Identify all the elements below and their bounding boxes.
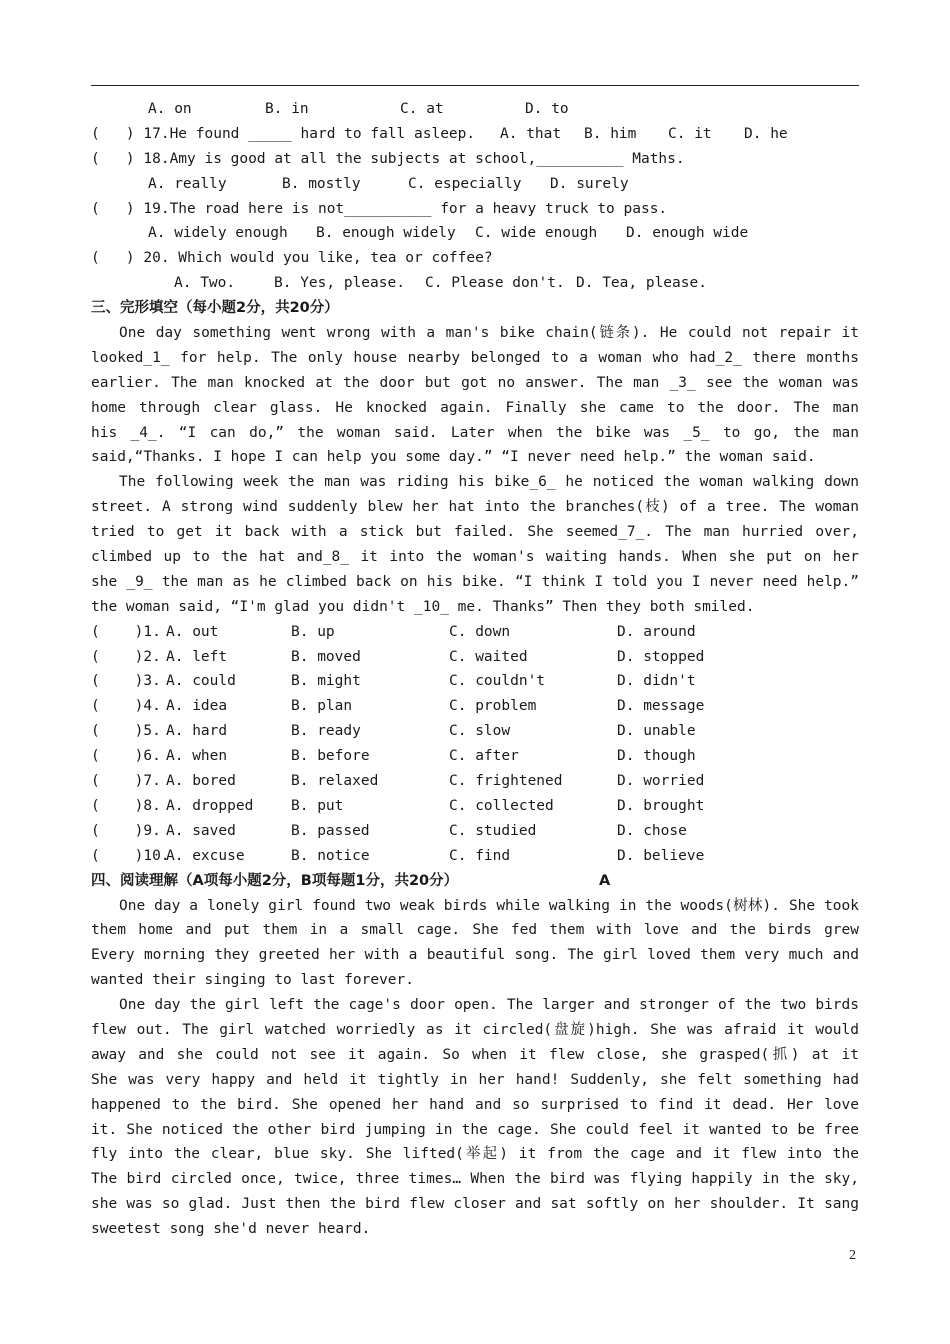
option-a: A. on — [148, 101, 192, 117]
option-a: A. bored — [166, 773, 236, 790]
q19-stem: ( ) 19.The road here is not__________ for a heavy truck to pass. — [91, 200, 668, 217]
option-c: C. find — [449, 847, 511, 864]
option-d: D. stopped — [617, 648, 705, 665]
option-b: B. plan — [291, 698, 353, 715]
option-a: A. really — [148, 175, 227, 192]
reading-line: One day the girl left the cage's door open. The larger and stronger of the two birds — [119, 997, 859, 1014]
reading-line: sweetest song she'd never heard. — [91, 1221, 371, 1238]
cloze-line: looked_1_ for help. The only house nearby belonged to a woman who had_2_ there months — [91, 349, 859, 366]
option-a: A. dropped — [166, 797, 254, 814]
cloze-line: said,“Thanks. I hope I can help you some day.” “I never need help.” the woman said. — [91, 449, 816, 466]
option-a: A. that — [500, 125, 562, 142]
option-d: D. chose — [617, 822, 687, 839]
option-c: C. wide enough — [475, 225, 598, 242]
option-d: D. surely — [550, 175, 629, 192]
option-c: C. couldn't — [449, 673, 546, 690]
option-d: D. didn't — [617, 673, 696, 690]
option-b: B. before — [291, 748, 370, 765]
section-4-part-label: A — [599, 872, 611, 889]
option-b: B. up — [291, 623, 335, 640]
section-4-title — [91, 869, 859, 894]
option-c: C. collected — [449, 797, 554, 814]
q19-options — [91, 221, 859, 246]
option-b: B. ready — [291, 723, 361, 740]
option-d: D. around — [617, 623, 696, 640]
option-a: A. could — [166, 673, 236, 690]
q20-options — [91, 271, 859, 296]
cloze-line: climbed up to the hat and_8_ it into the woman's waiting hands. When she put on her — [91, 549, 859, 566]
cloze-option-row — [91, 645, 859, 670]
option-a: A. left — [166, 648, 228, 665]
option-d: D. to — [525, 101, 569, 117]
cloze-line: street. A strong wind suddenly blew her hat into the branches(枝) of a tree. The woman — [91, 499, 859, 516]
question-number: ( )7. — [91, 773, 161, 790]
option-d: D. though — [617, 748, 696, 765]
reading-line: She was very happy and held it tightly in her hand! Suddenly, she felt something had — [91, 1071, 859, 1088]
option-d: D. believe — [617, 847, 705, 864]
cloze-line: tried to get it back with a stick but failed. She seemed_7_. The man hurried over, — [91, 524, 859, 541]
option-c: C. waited — [449, 648, 528, 665]
option-d: D. unable — [617, 723, 696, 740]
reading-line: them home and put them in a small cage. She fed them with love and the birds grew — [91, 922, 859, 939]
cloze-line: home through clear glass. He knocked again. Finally she came to the door. The man — [91, 399, 859, 416]
option-b: B. in — [265, 101, 309, 117]
option-c: C. after — [449, 748, 519, 765]
q17 — [91, 122, 859, 147]
question-number: ( )4. — [91, 698, 161, 715]
question-number: ( )3. — [91, 673, 161, 690]
cloze-option-row — [91, 794, 859, 819]
option-a: A. hard — [166, 723, 228, 740]
question-number: ( )10. — [91, 847, 170, 864]
cloze-option-row — [91, 620, 859, 645]
option-c: C. studied — [449, 822, 537, 839]
cloze-option-row — [91, 819, 859, 844]
reading-line: happened to the bird. She opened her hand and so surprised to find it dead. Her love — [91, 1096, 859, 1113]
reading-line: Every morning they greeted her with a beautiful song. The girl loved them very much and — [91, 947, 859, 964]
reading-line: One day a lonely girl found two weak birds while walking in the woods(树林). She took — [119, 897, 859, 914]
reading-line: she was so glad. Just then the bird flew closer and sat softly on her shoulder. It sang — [91, 1196, 859, 1213]
section-3-title: 三、完形填空（每小题2分，共20分） — [91, 300, 339, 317]
q16-options — [91, 97, 859, 122]
option-b: B. might — [291, 673, 361, 690]
header-rule — [91, 85, 859, 86]
reading-line: away and she could not see it again. So when it flew close, she grasped(抓) at it — [91, 1046, 859, 1063]
option-d: D. enough wide — [626, 225, 749, 242]
option-a: A. out — [166, 623, 219, 640]
option-c: C. down — [449, 623, 511, 640]
question-number: ( )5. — [91, 723, 161, 740]
question-number: ( )2. — [91, 648, 161, 665]
option-b: B. enough widely — [316, 225, 456, 242]
question-stem: ( ) 17.He found _____ hard to fall asleep. — [91, 125, 476, 142]
option-d: D. he — [744, 125, 788, 142]
question-number: ( )9. — [91, 822, 161, 839]
option-a: A. saved — [166, 822, 236, 839]
question-number: ( )1. — [91, 623, 161, 640]
option-a: A. widely enough — [148, 225, 288, 242]
section-4-heading: 四、阅读理解（A项每小题2分，B项每题1分，共20分） — [91, 872, 459, 889]
page-number: 2 — [849, 1248, 856, 1263]
option-c: C. Please don't. — [425, 275, 565, 292]
option-b: B. notice — [291, 847, 370, 864]
option-a: A. excuse — [166, 847, 245, 864]
cloze-line: One day something went wrong with a man's bike chain(链条). He could not repair it — [119, 325, 859, 342]
reading-line: The bird circled once, twice, three times… When the bird was flying happily in the sky, — [91, 1171, 859, 1188]
option-a: A. Two. — [174, 275, 236, 292]
cloze-line: earlier. The man knocked at the door but got no answer. The man _3_ see the woman was — [91, 374, 859, 391]
cloze-option-row — [91, 769, 859, 794]
option-b: B. relaxed — [291, 773, 379, 790]
option-c: C. at — [400, 101, 444, 117]
option-d: D. Tea, please. — [576, 275, 707, 292]
cloze-option-row — [91, 694, 859, 719]
reading-line: wanted their singing to last forever. — [91, 972, 415, 989]
option-c: C. especially — [408, 175, 522, 192]
page-content — [91, 97, 859, 1242]
q18-options — [91, 172, 859, 197]
question-number: ( )8. — [91, 797, 161, 814]
option-a: A. when — [166, 748, 228, 765]
option-b: B. mostly — [282, 175, 361, 192]
option-d: D. message — [617, 698, 705, 715]
reading-line: fly into the clear, blue sky. She lifted(举起) it from the cage and it flew into the — [91, 1146, 859, 1163]
option-b: B. put — [291, 797, 344, 814]
option-a: A. idea — [166, 698, 228, 715]
cloze-option-row — [91, 844, 859, 869]
question-number: ( )6. — [91, 748, 161, 765]
option-d: D. worried — [617, 773, 705, 790]
cloze-option-row — [91, 669, 859, 694]
option-b: B. moved — [291, 648, 361, 665]
cloze-option-row — [91, 719, 859, 744]
cloze-options — [91, 620, 859, 869]
cloze-option-row — [91, 744, 859, 769]
option-b: B. Yes, please. — [274, 275, 405, 292]
option-b: B. passed — [291, 822, 370, 839]
reading-line: it. She noticed the other bird jumping in the cage. She could feel it wanted to be free — [91, 1121, 859, 1138]
cloze-line: the woman said, “I'm glad you didn't _10_ me. Thanks” Then they both smiled. — [91, 598, 755, 615]
option-c: C. it — [668, 125, 712, 142]
option-b: B. him — [584, 125, 637, 142]
q18-stem: ( ) 18.Amy is good at all the subjects at school,__________ Maths. — [91, 150, 685, 167]
cloze-line: The following week the man was riding his bike_6_ he noticed the woman walking down — [119, 474, 859, 491]
option-c: C. frightened — [449, 773, 563, 790]
cloze-line: his _4_. “I can do,” the woman said. Later when the bike was _5_ to go, the man — [91, 424, 859, 441]
option-c: C. problem — [449, 698, 537, 715]
reading-line: flew out. The girl watched worriedly as it circled(盘旋)high. She was afraid it would — [91, 1021, 859, 1038]
option-c: C. slow — [449, 723, 511, 740]
q20-stem: ( ) 20. Which would you like, tea or coffee? — [91, 250, 493, 267]
cloze-line: she _9_ the man as he climbed back on his bike. “I think I told you I never need help.” — [91, 573, 859, 590]
option-d: D. brought — [617, 797, 705, 814]
